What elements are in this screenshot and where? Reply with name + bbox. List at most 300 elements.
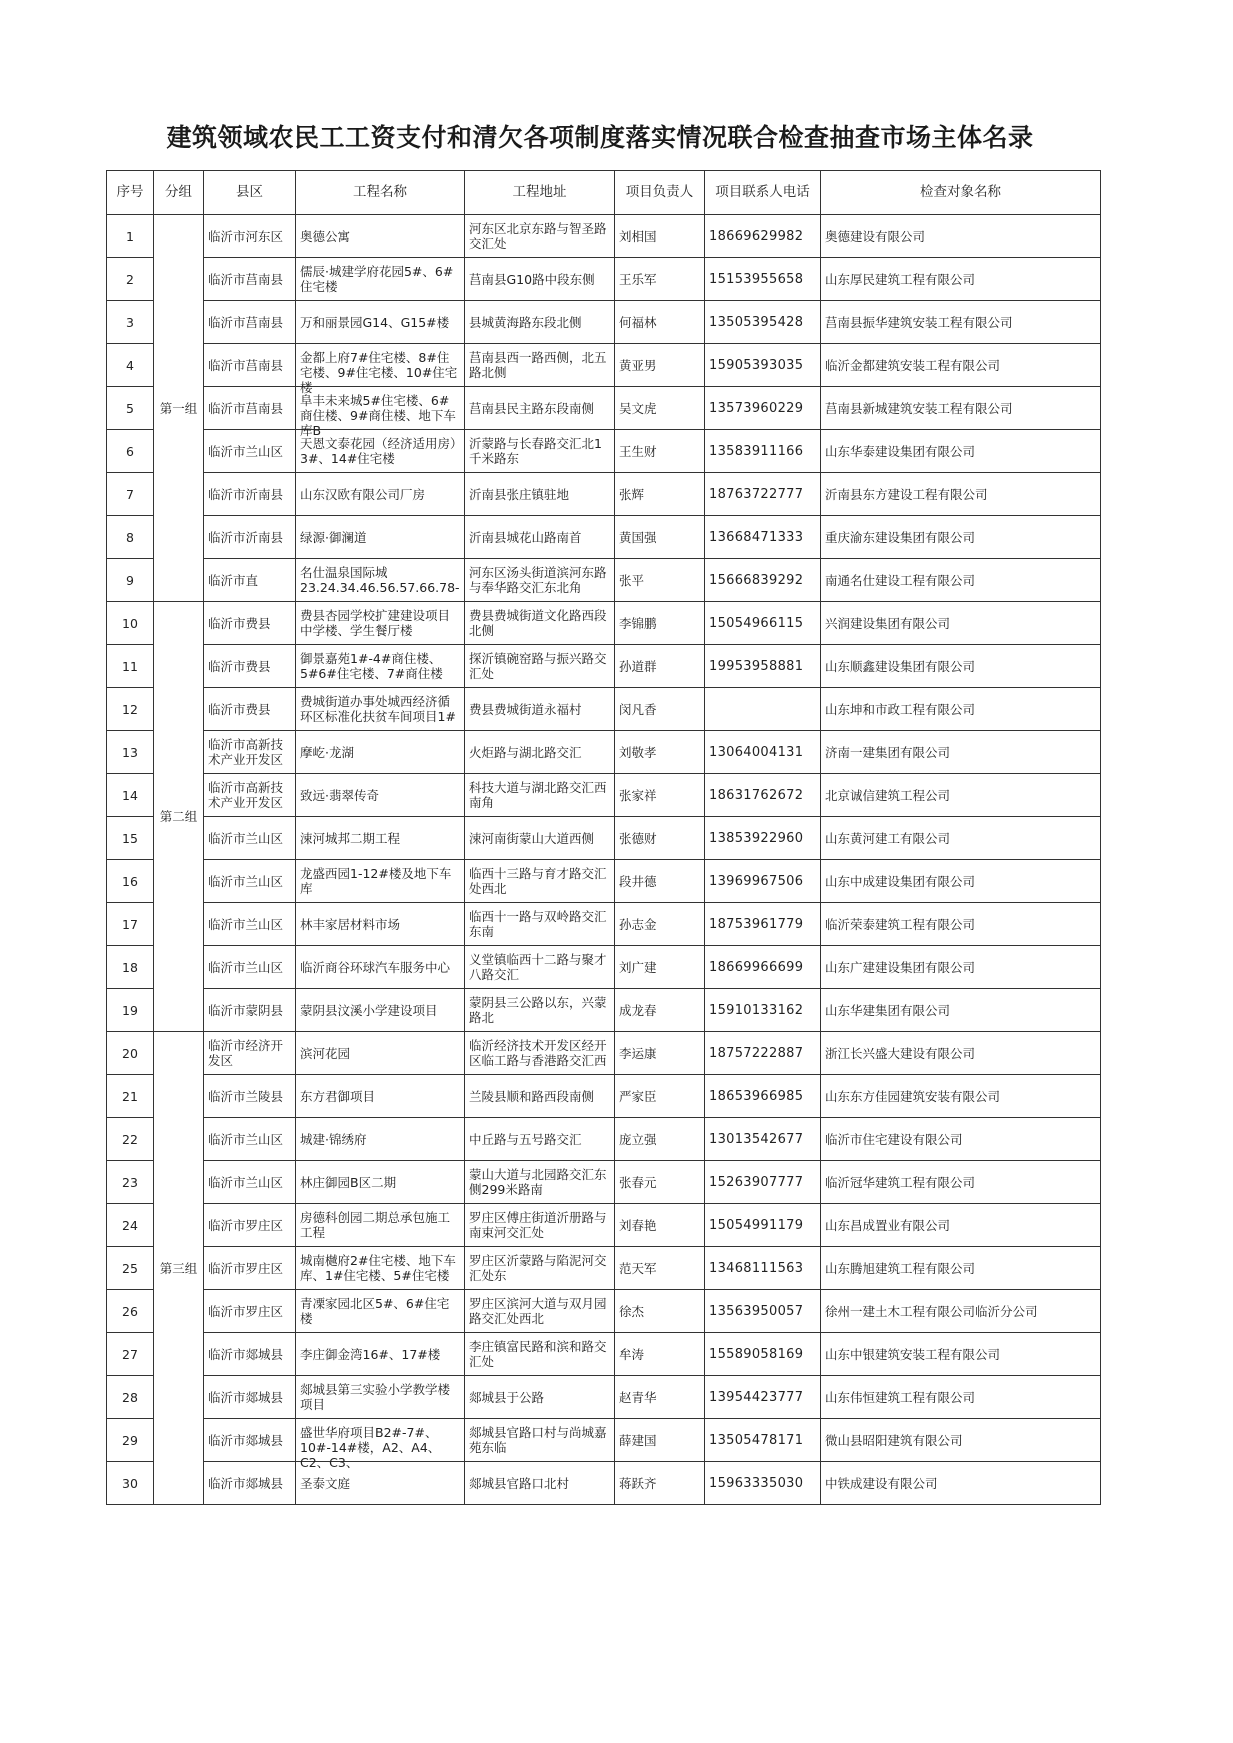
county-cell-text: 临沂市兰山区 — [208, 873, 284, 889]
project-name-cell — [296, 559, 465, 602]
project-name-cell — [296, 301, 465, 344]
project-address-cell — [465, 430, 615, 473]
project-name-cell-text: 临沂商谷环球汽车服务中心 — [300, 959, 451, 975]
project-manager-cell: 赵青华 — [615, 1376, 705, 1419]
project-name-cell-text: 奥德公寓 — [300, 228, 351, 244]
project-address-cell — [465, 688, 615, 731]
project-address-cell — [465, 387, 615, 430]
project-name-cell — [296, 602, 465, 645]
inspected-unit-cell: 山东东方佳园建筑安装有限公司 — [821, 1075, 1101, 1118]
project-manager-cell: 张春元 — [615, 1161, 705, 1204]
project-manager-cell: 刘相国 — [615, 215, 705, 258]
row-number: 12 — [107, 688, 154, 731]
row-number: 8 — [107, 516, 154, 559]
project-name-cell-text: 圣泰文庭 — [300, 1475, 351, 1491]
project-name-cell — [296, 1075, 465, 1118]
inspected-unit-cell: 山东厚民建筑工程有限公司 — [821, 258, 1101, 301]
project-name-cell — [296, 1118, 465, 1161]
county-cell-text: 临沂市郯城县 — [208, 1389, 284, 1405]
project-name-cell-text: 龙盛西园1-12#楼及地下车库 — [300, 866, 452, 896]
inspected-unit-cell: 临沂冠华建筑工程有限公司 — [821, 1161, 1101, 1204]
inspection-table — [106, 170, 1101, 1505]
inspected-unit-cell: 济南一建集团有限公司 — [821, 731, 1101, 774]
row-number: 2 — [107, 258, 154, 301]
contact-phone-cell: 18669966699 — [705, 946, 821, 989]
county-cell-text: 临沂市罗庄区 — [208, 1217, 284, 1233]
project-name-cell — [296, 344, 465, 395]
county-cell-text: 临沂市兰山区 — [208, 916, 284, 932]
project-name-cell-text: 滨河花园 — [300, 1045, 351, 1061]
row-number: 21 — [107, 1075, 154, 1118]
project-manager-cell: 吴文虎 — [615, 387, 705, 430]
project-manager-cell: 刘春艳 — [615, 1204, 705, 1247]
project-address-cell — [465, 1333, 615, 1376]
project-name-cell-text: 天恩文泰花园（经济适用房）3#、14#住宅楼 — [300, 436, 457, 466]
group-cell: 第三组 — [154, 1032, 204, 1505]
contact-phone-cell: 18757222887 — [705, 1032, 821, 1075]
table-row — [107, 559, 1101, 602]
project-address-cell-text: 涑河南街蒙山大道西侧 — [469, 830, 595, 846]
project-name-cell — [296, 817, 465, 860]
project-manager-cell: 张家祥 — [615, 774, 705, 817]
contact-phone-cell: 15153955658 — [705, 258, 821, 301]
project-address-cell — [465, 1204, 615, 1247]
row-number: 9 — [107, 559, 154, 602]
table-row — [107, 1419, 1101, 1462]
project-manager-cell: 王生财 — [615, 430, 705, 473]
project-name-cell-text: 郯城县第三实验小学教学楼项目 — [300, 1382, 451, 1412]
county-cell-text: 临沂市经济开发区 — [208, 1038, 284, 1068]
row-number: 27 — [107, 1333, 154, 1376]
project-manager-cell: 牟涛 — [615, 1333, 705, 1376]
project-name-cell-text: 东方君御项目 — [300, 1088, 376, 1104]
row-number: 22 — [107, 1118, 154, 1161]
project-address-cell-text: 郯城县官路口北村 — [469, 1475, 570, 1491]
table-row — [107, 1462, 1101, 1505]
project-address-cell — [465, 860, 615, 903]
contact-phone-cell: 13505478171 — [705, 1419, 821, 1462]
county-cell — [204, 1075, 296, 1118]
header-cell: 分组 — [154, 171, 204, 215]
project-address-cell-text: 临西十三路与育才路交汇处西北 — [469, 866, 607, 896]
project-address-cell-text: 河东区汤头街道滨河东路与奉华路交汇东北角 — [469, 565, 607, 595]
project-name-cell — [296, 430, 465, 473]
project-name-cell — [296, 860, 465, 903]
project-address-cell — [465, 946, 615, 989]
county-cell-text: 临沂市沂南县 — [208, 486, 284, 502]
project-name-cell-text: 盛世华府项目B2#-7#、10#-14#楼，A2、A4、C2、C3、 — [300, 1425, 441, 1470]
project-manager-cell: 黄国强 — [615, 516, 705, 559]
contact-phone-cell: 18669629982 — [705, 215, 821, 258]
inspected-unit-cell: 兴润建设集团有限公司 — [821, 602, 1101, 645]
project-address-cell-text: 义堂镇临西十二路与聚才八路交汇 — [469, 952, 607, 982]
county-cell-text: 临沂市河东区 — [208, 228, 284, 244]
inspected-unit-cell: 中铁成建设有限公司 — [821, 1462, 1101, 1505]
project-manager-cell: 范天军 — [615, 1247, 705, 1290]
table-row — [107, 688, 1101, 731]
county-cell-text: 临沂市高新技术产业开发区 — [208, 780, 284, 810]
county-cell-text: 临沂市郯城县 — [208, 1475, 284, 1491]
row-number: 28 — [107, 1376, 154, 1419]
inspected-unit-cell: 山东广建建设集团有限公司 — [821, 946, 1101, 989]
table-row — [107, 344, 1101, 387]
county-cell — [204, 387, 296, 430]
county-cell-text: 临沂市直 — [208, 572, 259, 588]
county-cell-text: 临沂市费县 — [208, 701, 271, 717]
inspected-unit-cell: 南通名仕建设工程有限公司 — [821, 559, 1101, 602]
project-address-cell-text: 蒙阴县三公路以东，兴蒙路北 — [469, 995, 607, 1025]
header-cell: 检查对象名称 — [821, 171, 1101, 215]
table-row — [107, 1290, 1101, 1333]
table-row — [107, 1118, 1101, 1161]
project-address-cell-text: 兰陵县顺和路西段南侧 — [469, 1088, 595, 1104]
inspected-unit-cell: 微山县昭阳建筑有限公司 — [821, 1419, 1101, 1462]
row-number: 17 — [107, 903, 154, 946]
project-address-cell-text: 费县费城街道永福村 — [469, 701, 582, 717]
project-name-cell-text: 城南樾府2#住宅楼、地下车库、1#住宅楼、5#住宅楼 — [300, 1253, 456, 1283]
project-name-cell — [296, 1204, 465, 1247]
county-cell — [204, 1204, 296, 1247]
contact-phone-cell: 13954423777 — [705, 1376, 821, 1419]
inspected-unit-cell: 莒南县振华建筑安装工程有限公司 — [821, 301, 1101, 344]
project-name-cell — [296, 516, 465, 559]
row-number: 6 — [107, 430, 154, 473]
project-manager-cell: 闵凡香 — [615, 688, 705, 731]
contact-phone-cell: 15263907777 — [705, 1161, 821, 1204]
project-name-cell-text: 御景嘉苑1#-4#商住楼、5#6#住宅楼、7#商住楼 — [300, 651, 443, 681]
contact-phone-cell: 13853922960 — [705, 817, 821, 860]
table-row — [107, 215, 1101, 258]
county-cell — [204, 344, 296, 387]
project-name-cell — [296, 688, 465, 731]
project-address-cell — [465, 559, 615, 602]
project-address-cell — [465, 215, 615, 258]
county-cell — [204, 688, 296, 731]
inspected-unit-cell: 临沂金都建筑安装工程有限公司 — [821, 344, 1101, 387]
county-cell-text: 临沂市罗庄区 — [208, 1303, 284, 1319]
project-name-cell-text: 青凓家园北区5#、6#住宅楼 — [300, 1296, 450, 1326]
county-cell-text: 临沂市费县 — [208, 658, 271, 674]
project-address-cell-text: 沂南县张庄镇驻地 — [469, 486, 570, 502]
project-manager-cell: 薛建国 — [615, 1419, 705, 1462]
table-row — [107, 1161, 1101, 1204]
project-address-cell-text: 蒙山大道与北园路交汇东侧299米路南 — [469, 1167, 607, 1197]
county-cell — [204, 1419, 296, 1462]
header-cell: 项目负责人 — [615, 171, 705, 215]
county-cell-text: 临沂市兰山区 — [208, 830, 284, 846]
table-row — [107, 1032, 1101, 1075]
project-name-cell — [296, 903, 465, 946]
row-number: 30 — [107, 1462, 154, 1505]
header-cell: 工程地址 — [465, 171, 615, 215]
project-manager-cell: 成龙春 — [615, 989, 705, 1032]
county-cell-text: 临沂市莒南县 — [208, 271, 284, 287]
county-cell — [204, 559, 296, 602]
county-cell — [204, 817, 296, 860]
project-address-cell-text: 沂蒙路与长春路交汇北1千米路东 — [469, 436, 602, 466]
project-manager-cell: 何福林 — [615, 301, 705, 344]
row-number: 1 — [107, 215, 154, 258]
inspected-unit-cell: 山东华泰建设集团有限公司 — [821, 430, 1101, 473]
project-manager-cell: 李锦鹏 — [615, 602, 705, 645]
row-number: 29 — [107, 1419, 154, 1462]
project-name-cell — [296, 946, 465, 989]
project-address-cell-text: 罗庄区滨河大道与双月园路交汇处西北 — [469, 1296, 607, 1326]
project-address-cell-text: 郯城县官路口村与尚城嘉苑东临 — [469, 1425, 607, 1455]
table-row — [107, 989, 1101, 1032]
project-address-cell-text: 莒南县G10路中段东侧 — [469, 271, 595, 287]
county-cell-text: 临沂市兰山区 — [208, 1174, 284, 1190]
county-cell-text: 临沂市兰山区 — [208, 443, 284, 459]
inspected-unit-cell: 山东伟恒建筑工程有限公司 — [821, 1376, 1101, 1419]
project-name-cell — [296, 258, 465, 301]
table-row — [107, 1204, 1101, 1247]
project-name-cell — [296, 989, 465, 1032]
inspected-unit-cell: 山东黄河建工有限公司 — [821, 817, 1101, 860]
project-address-cell — [465, 817, 615, 860]
contact-phone-cell: 13013542677 — [705, 1118, 821, 1161]
table-row — [107, 860, 1101, 903]
table-row — [107, 602, 1101, 645]
project-address-cell-text: 临西十一路与双岭路交汇东南 — [469, 909, 607, 939]
project-address-cell-text: 中丘路与五号路交汇 — [469, 1131, 582, 1147]
project-address-cell — [465, 1247, 615, 1290]
project-address-cell — [465, 258, 615, 301]
project-address-cell-text: 临沂经济技术开发区经开区临工路与香港路交汇西 — [469, 1038, 607, 1068]
project-address-cell-text: 费县费城街道文化路西段北侧 — [469, 608, 607, 638]
inspected-unit-cell: 山东中成建设集团有限公司 — [821, 860, 1101, 903]
project-manager-cell: 段井德 — [615, 860, 705, 903]
project-address-cell-text: 探沂镇碗窑路与振兴路交汇处 — [469, 651, 607, 681]
project-name-cell — [296, 1032, 465, 1075]
project-address-cell-text: 沂南县城花山路南首 — [469, 529, 582, 545]
project-address-cell — [465, 1118, 615, 1161]
contact-phone-cell: 15910133162 — [705, 989, 821, 1032]
project-name-cell — [296, 645, 465, 688]
contact-phone-cell: 18753961779 — [705, 903, 821, 946]
project-address-cell — [465, 1161, 615, 1204]
project-address-cell-text: 河东区北京东路与智圣路交汇处 — [469, 221, 607, 251]
project-address-cell — [465, 301, 615, 344]
county-cell-text: 临沂市莒南县 — [208, 357, 284, 373]
project-name-cell — [296, 731, 465, 774]
table-row — [107, 817, 1101, 860]
inspected-unit-cell: 沂南县东方建设工程有限公司 — [821, 473, 1101, 516]
county-cell — [204, 731, 296, 774]
contact-phone-cell: 15905393035 — [705, 344, 821, 387]
project-name-cell-text: 费县杏园学校扩建建设项目中学楼、学生餐厅楼 — [300, 608, 451, 638]
project-address-cell — [465, 1290, 615, 1333]
table-row — [107, 1376, 1101, 1419]
project-address-cell-text: 李庄镇富民路和滨和路交汇处 — [469, 1339, 607, 1369]
project-address-cell-text: 火炬路与湖北路交汇 — [469, 744, 582, 760]
county-cell-text: 临沂市罗庄区 — [208, 1260, 284, 1276]
county-cell-text: 临沂市沂南县 — [208, 529, 284, 545]
county-cell — [204, 1462, 296, 1505]
contact-phone-cell: 13969967506 — [705, 860, 821, 903]
project-manager-cell: 徐杰 — [615, 1290, 705, 1333]
county-cell-text: 临沂市莒南县 — [208, 314, 284, 330]
project-manager-cell: 张平 — [615, 559, 705, 602]
project-manager-cell: 刘广建 — [615, 946, 705, 989]
county-cell-text: 临沂市兰山区 — [208, 1131, 284, 1147]
project-address-cell — [465, 473, 615, 516]
inspected-unit-cell: 北京诚信建筑工程公司 — [821, 774, 1101, 817]
header-cell: 序号 — [107, 171, 154, 215]
project-address-cell-text: 郯城县于公路 — [469, 1389, 545, 1405]
table-row — [107, 258, 1101, 301]
project-name-cell — [296, 387, 465, 438]
inspected-unit-cell: 山东华建集团有限公司 — [821, 989, 1101, 1032]
row-number: 19 — [107, 989, 154, 1032]
county-cell — [204, 1290, 296, 1333]
project-name-cell — [296, 1247, 465, 1290]
header-row — [107, 171, 1101, 215]
county-cell — [204, 258, 296, 301]
project-name-cell-text: 山东汉欧有限公司厂房 — [300, 486, 426, 502]
project-manager-cell: 张辉 — [615, 473, 705, 516]
project-address-cell-text: 科技大道与湖北路交汇西南角 — [469, 780, 607, 810]
county-cell-text: 临沂市郯城县 — [208, 1432, 284, 1448]
county-cell — [204, 1032, 296, 1075]
contact-phone-cell: 13064004131 — [705, 731, 821, 774]
project-address-cell — [465, 731, 615, 774]
table-row — [107, 430, 1101, 473]
project-manager-cell: 刘敬孝 — [615, 731, 705, 774]
row-number: 3 — [107, 301, 154, 344]
inspected-unit-cell: 临沂市住宅建设有限公司 — [821, 1118, 1101, 1161]
contact-phone-cell: 13468111563 — [705, 1247, 821, 1290]
project-address-cell — [465, 1376, 615, 1419]
project-manager-cell: 庞立强 — [615, 1118, 705, 1161]
project-manager-cell: 严家臣 — [615, 1075, 705, 1118]
row-number: 14 — [107, 774, 154, 817]
county-cell — [204, 903, 296, 946]
inspected-unit-cell: 徐州一建土木工程有限公司临沂分公司 — [821, 1290, 1101, 1333]
project-name-cell-text: 儒辰·城建学府花园5#、6#住宅楼 — [300, 264, 454, 294]
county-cell-text: 临沂市兰山区 — [208, 959, 284, 975]
contact-phone-cell: 18763722777 — [705, 473, 821, 516]
header-cell: 县区 — [204, 171, 296, 215]
county-cell — [204, 946, 296, 989]
inspected-unit-cell: 山东昌成置业有限公司 — [821, 1204, 1101, 1247]
county-cell — [204, 1376, 296, 1419]
row-number: 20 — [107, 1032, 154, 1075]
county-cell — [204, 215, 296, 258]
inspected-unit-cell: 山东腾旭建筑工程有限公司 — [821, 1247, 1101, 1290]
row-number: 25 — [107, 1247, 154, 1290]
project-address-cell — [465, 516, 615, 559]
project-name-cell-text: 名仕温泉国际城23.24.34.46.56.57.66.78- — [300, 565, 460, 595]
group-cell: 第二组 — [154, 602, 204, 1032]
project-name-cell-text: 万和丽景园G14、G15#楼 — [300, 314, 450, 330]
row-number: 4 — [107, 344, 154, 387]
project-address-cell — [465, 989, 615, 1032]
project-manager-cell: 黄亚男 — [615, 344, 705, 387]
project-address-cell — [465, 1462, 615, 1505]
county-cell — [204, 430, 296, 473]
inspected-unit-cell: 临沂荣泰建筑工程有限公司 — [821, 903, 1101, 946]
contact-phone-cell: 15589058169 — [705, 1333, 821, 1376]
inspected-unit-cell: 奥德建设有限公司 — [821, 215, 1101, 258]
table-row — [107, 1333, 1101, 1376]
table-row — [107, 731, 1101, 774]
row-number: 18 — [107, 946, 154, 989]
header-cell: 项目联系人电话 — [705, 171, 821, 215]
inspected-unit-cell: 山东中银建筑安装工程有限公司 — [821, 1333, 1101, 1376]
row-number: 16 — [107, 860, 154, 903]
contact-phone-cell: 18631762672 — [705, 774, 821, 817]
county-cell — [204, 860, 296, 903]
project-manager-cell: 蒋跃齐 — [615, 1462, 705, 1505]
project-address-cell — [465, 1075, 615, 1118]
county-cell — [204, 774, 296, 817]
inspected-unit-cell: 重庆渝东建设集团有限公司 — [821, 516, 1101, 559]
contact-phone-cell: 15963335030 — [705, 1462, 821, 1505]
project-name-cell — [296, 1419, 465, 1470]
contact-phone-cell: 13563950057 — [705, 1290, 821, 1333]
project-name-cell — [296, 473, 465, 516]
project-name-cell — [296, 215, 465, 258]
county-cell — [204, 1333, 296, 1376]
table-row — [107, 946, 1101, 989]
header-cell: 工程名称 — [296, 171, 465, 215]
table-row — [107, 903, 1101, 946]
county-cell-text: 临沂市蒙阴县 — [208, 1002, 284, 1018]
project-name-cell-text: 金都上府7#住宅楼、8#住宅楼、9#住宅楼、10#住宅楼 — [300, 350, 458, 395]
project-name-cell-text: 涑河城邦二期工程 — [300, 830, 401, 846]
county-cell — [204, 473, 296, 516]
table-row — [107, 1247, 1101, 1290]
project-address-cell — [465, 774, 615, 817]
contact-phone-cell: 15666839292 — [705, 559, 821, 602]
project-name-cell-text: 李庄御金湾16#、17#楼 — [300, 1346, 441, 1362]
row-number: 10 — [107, 602, 154, 645]
project-address-cell-text: 莒南县民主路东段南侧 — [469, 400, 595, 416]
project-address-cell — [465, 903, 615, 946]
county-cell — [204, 301, 296, 344]
county-cell — [204, 1161, 296, 1204]
county-cell — [204, 645, 296, 688]
contact-phone-cell: 19953958881 — [705, 645, 821, 688]
project-manager-cell: 孙道群 — [615, 645, 705, 688]
row-number: 24 — [107, 1204, 154, 1247]
project-name-cell — [296, 774, 465, 817]
row-number: 23 — [107, 1161, 154, 1204]
county-cell-text: 临沂市高新技术产业开发区 — [208, 737, 284, 767]
project-name-cell-text: 蒙阴县汶溪小学建设项目 — [300, 1002, 438, 1018]
county-cell — [204, 602, 296, 645]
project-name-cell-text: 林庄御园B区二期 — [300, 1174, 397, 1190]
project-name-cell — [296, 1290, 465, 1333]
group-cell: 第一组 — [154, 215, 204, 602]
table-row — [107, 301, 1101, 344]
county-cell — [204, 1247, 296, 1290]
project-address-cell — [465, 344, 615, 387]
table-row — [107, 645, 1101, 688]
project-manager-cell: 孙志金 — [615, 903, 705, 946]
project-manager-cell: 李运康 — [615, 1032, 705, 1075]
contact-phone-cell: 15054966115 — [705, 602, 821, 645]
county-cell-text: 临沂市兰陵县 — [208, 1088, 284, 1104]
contact-phone-cell: 15054991179 — [705, 1204, 821, 1247]
county-cell-text: 临沂市郯城县 — [208, 1346, 284, 1362]
row-number: 13 — [107, 731, 154, 774]
table-row — [107, 774, 1101, 817]
project-name-cell-text: 阜丰未来城5#住宅楼、6#商住楼、9#商住楼、地下车库B — [300, 393, 456, 438]
project-address-cell — [465, 645, 615, 688]
project-manager-cell: 王乐军 — [615, 258, 705, 301]
